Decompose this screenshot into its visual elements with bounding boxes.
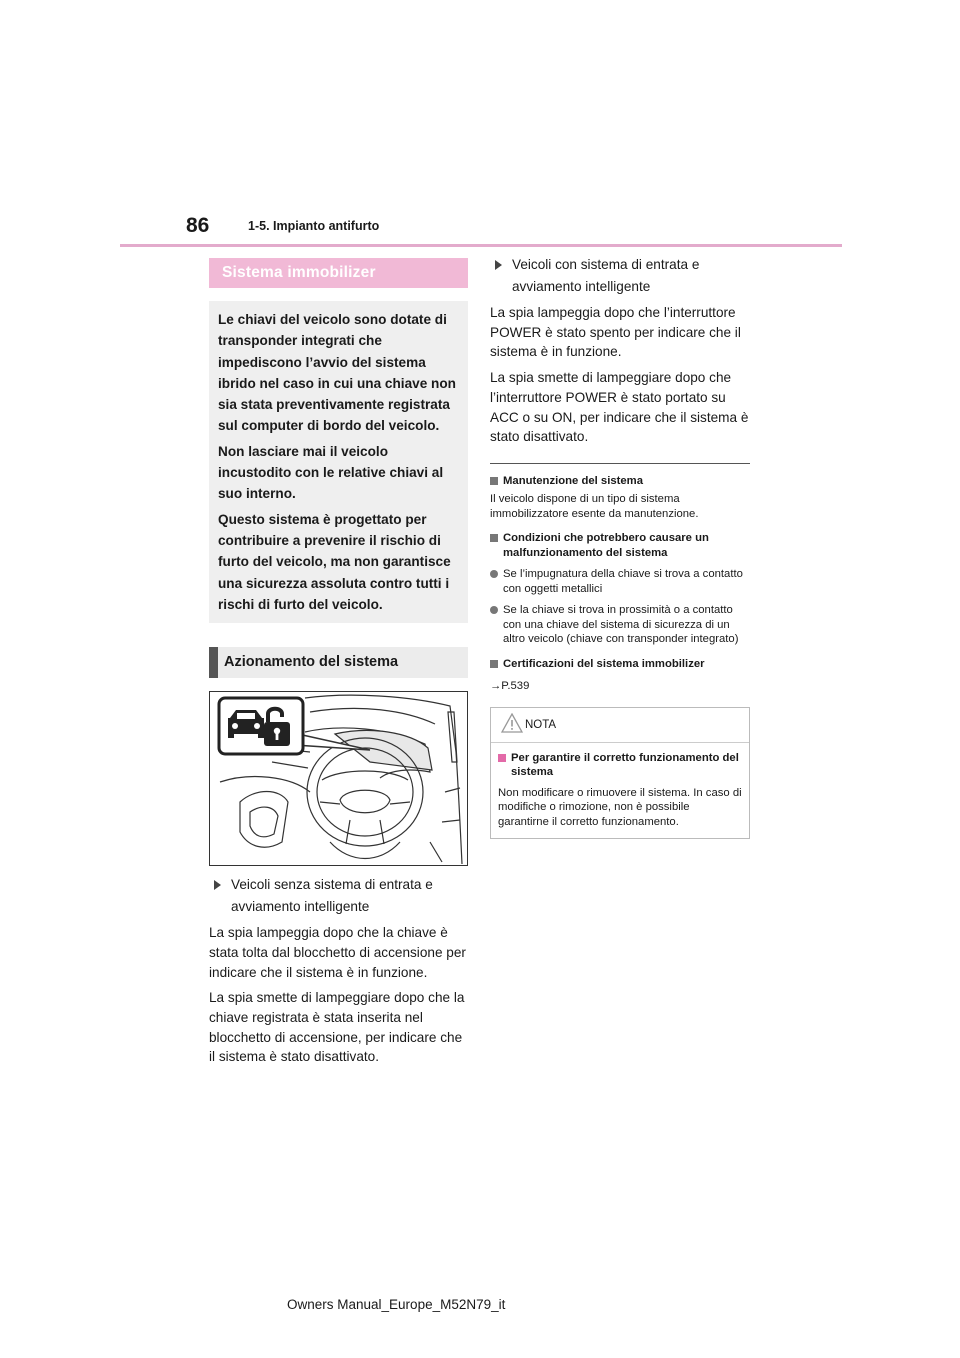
conditions-heading: Condizioni che potrebbero causare un malfunzionamento del sistema [490,531,750,560]
maintenance-heading: Manutenzione del sistema [490,474,750,489]
bullet-text: Veicoli senza sistema di entrata e avviamento intelligente [231,877,433,914]
square-bullet-icon [490,477,498,485]
intro-paragraph: Le chiavi del veicolo sono dotate di transponder integrati che impediscono l’avvio del sistema ibrido nel caso in cui una chiave non sia stata preventivamente registrata sul computer di bordo del veicolo. [218,312,456,434]
header-rule [120,244,842,247]
nota-body [491,743,749,839]
paragraph: La spia lampeggia dopo che l’interruttore POWER è stato spento per indicare che il sistema è in funzione. [490,305,741,360]
bullet-senza-sistema [209,874,468,917]
bullet-con-sistema [490,254,750,297]
nota-heading: Per garantire il corretto funzionamento del sistema [498,751,742,780]
intro-paragraph: Questo sistema è progettato per contribuire a prevenire il rischio di furto del veicolo, ma non garantisce una sicurezza assoluta contro tutti i rischi di furto del veicolo. [218,511,451,612]
nota-box [490,707,750,840]
page-reference-link[interactable]: →P.539 [490,680,530,693]
square-bullet-icon [498,754,506,762]
dot-bullet-icon [490,606,498,614]
maintenance-text: Il veicolo dispone di un tipo di sistema immobilizzatore esente da manutenzione. [490,493,699,520]
square-bullet-icon [490,660,498,668]
section-title: 1-5. Impianto antifurto [248,219,380,233]
dashboard-illustration [209,691,468,866]
certifications-heading: Certificazioni del sistema immobilizer [490,657,750,672]
nota-header [491,708,749,743]
nota-label: NOTA [525,718,557,731]
footer-text: Owners Manual_Europe_M52N79_it [287,1297,506,1312]
page-number: 86 [186,214,210,237]
condition-item: Se la chiave si trova in prossimità o a contatto con una chiave del sistema di sicurezza di un altro veicolo (chiave con transponder integrato) [490,603,750,647]
right-column [490,254,750,839]
intro-paragraph: Non lasciare mai il veicolo incustodito con le relative chiavi al suo interno. [218,443,444,502]
triangle-bullet-icon [214,880,221,890]
paragraph: La spia lampeggia dopo che la chiave è stata tolta dal blocchetto di accensione per indicare che il sistema è in funzione. [209,925,466,980]
heading-azionamento: Azionamento del sistema [209,647,468,678]
bullet-text: Veicoli con sistema di entrata e avviamento intelligente [512,257,700,294]
paragraph: La spia smette di lampeggiare dopo che l’interruttore POWER è stato portato su ACC o su ON, per indicare che il sistema è stato disattivato. [490,370,749,445]
heading-sistema-immobilizer: Sistema immobilizer [209,258,468,288]
dot-bullet-icon [490,570,498,578]
left-column [209,258,468,1067]
paragraph: La spia smette di lampeggiare dopo che la chiave registrata è stata inserita nel blocchetto di accensione, per indicare che il sistema è stato disattivato. [209,990,465,1065]
dashboard-drawing [210,692,467,865]
divider [490,463,750,464]
car-icon [228,710,264,738]
square-bullet-icon [490,534,498,542]
nota-text: Non modificare o rimuovere il sistema. In caso di modifiche o rimozione, non è possibile garantirne il corretto funzionamento. [498,786,742,828]
intro-box [209,301,468,623]
condition-item: Se l’impugnatura della chiave si trova a contatto con oggetti metallici [490,567,750,596]
triangle-bullet-icon [495,260,502,270]
warning-triangle-icon [501,713,523,733]
